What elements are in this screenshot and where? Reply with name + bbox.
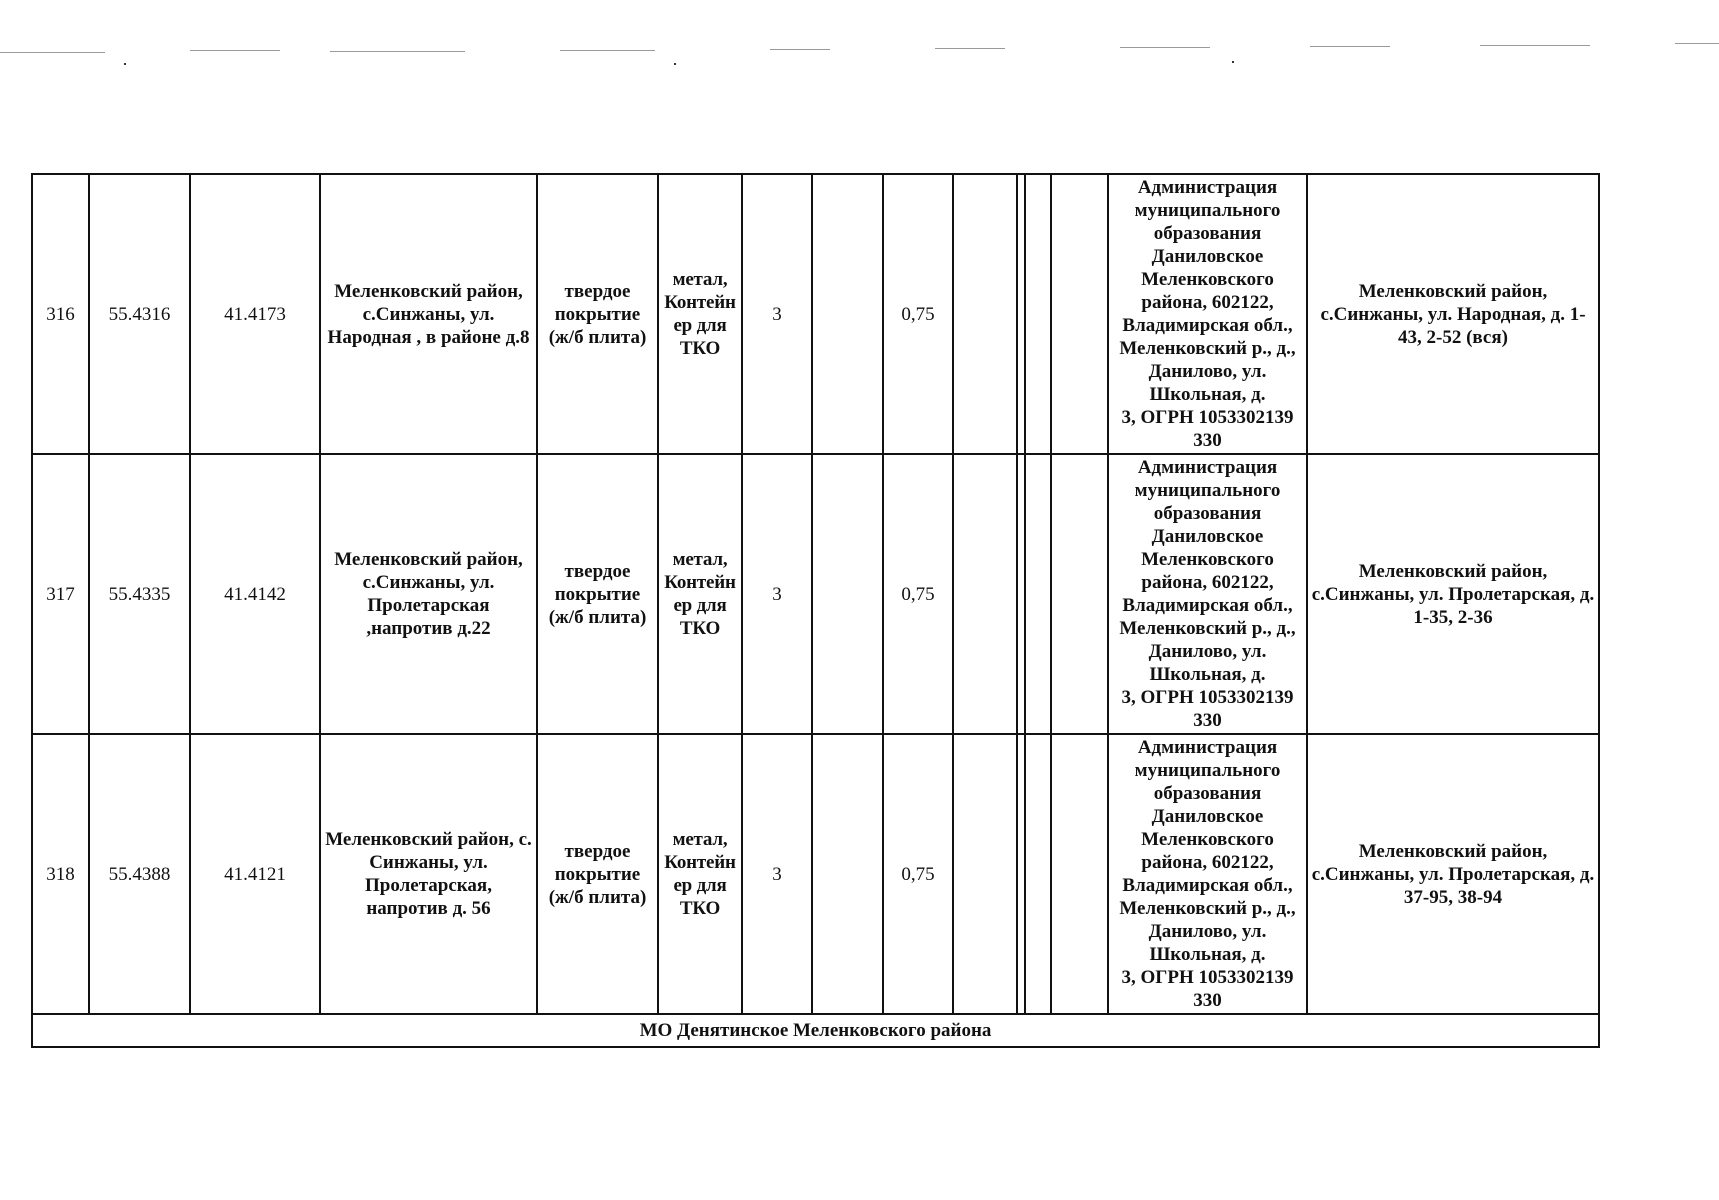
container-volume-cell: 0,75	[883, 734, 953, 1014]
empty-cell	[1025, 454, 1051, 734]
owner-line: 330	[1193, 710, 1222, 731]
empty-cell	[953, 174, 1017, 454]
empty-cell	[1051, 174, 1108, 454]
owner-cell	[1108, 454, 1307, 734]
owner-line: Меленковский р., д.,	[1119, 618, 1296, 639]
owner-line: Данилово, ул.	[1148, 641, 1267, 662]
owner-line: 3, ОГРН 1053302139	[1121, 687, 1294, 708]
owner-cell	[1108, 734, 1307, 1014]
surface-cell: твердое покрытие (ж/б плита)	[537, 454, 658, 734]
table-row	[32, 734, 1599, 1014]
empty-cell	[812, 454, 883, 734]
owner-line: Владимирская обл.,	[1122, 875, 1293, 896]
table-row	[32, 454, 1599, 734]
owner-line: 330	[1193, 990, 1222, 1011]
container-count-cell: 3	[742, 174, 812, 454]
container-count-cell: 3	[742, 454, 812, 734]
empty-cell	[1017, 734, 1025, 1014]
row-number: 316	[32, 174, 89, 454]
latitude-cell: 55.4335	[89, 454, 190, 734]
table-row	[32, 174, 1599, 454]
empty-cell	[953, 734, 1017, 1014]
container-type-cell: метал, Контейнер для ТКО	[658, 734, 742, 1014]
latitude-cell: 55.4388	[89, 734, 190, 1014]
owner-line: Данилово, ул.	[1148, 921, 1267, 942]
address-cell: Меленковский район, с. Синжаны, ул. Пролетарская, напротив д. 56	[320, 734, 537, 1014]
waste-site-registry-table	[31, 173, 1600, 1048]
container-type-cell: метал, Контейнер для ТКО	[658, 454, 742, 734]
owner-line: Владимирская обл.,	[1122, 595, 1293, 616]
empty-cell	[1025, 174, 1051, 454]
address-cell: Меленковский район, с.Синжаны, ул. Пролетарская ,напротив д.22	[320, 454, 537, 734]
owner-line: Администрация	[1137, 457, 1278, 478]
owner-line: 330	[1193, 430, 1222, 451]
owner-line: образования	[1153, 783, 1262, 804]
container-count-cell: 3	[742, 734, 812, 1014]
owner-line: 3, ОГРН 1053302139	[1121, 407, 1294, 428]
empty-cell	[812, 174, 883, 454]
owner-line: 3, ОГРН 1053302139	[1121, 967, 1294, 988]
longitude-cell: 41.4173	[190, 174, 320, 454]
surface-cell: твердое покрытие (ж/б плита)	[537, 174, 658, 454]
owner-line: Меленковский р., д.,	[1119, 338, 1296, 359]
surface-cell: твердое покрытие (ж/б плита)	[537, 734, 658, 1014]
owner-line: образования	[1153, 503, 1262, 524]
owner-line: района, 602122,	[1141, 292, 1274, 313]
registry-rows	[32, 174, 1599, 1047]
owner-line: муниципального	[1134, 480, 1281, 501]
owner-line: района, 602122,	[1141, 852, 1274, 873]
owner-line: Администрация	[1137, 737, 1278, 758]
owner-line: Школьная, д.	[1149, 384, 1266, 405]
row-number: 318	[32, 734, 89, 1014]
owner-line: Меленковский р., д.,	[1119, 898, 1296, 919]
owner-line: Даниловское	[1151, 806, 1264, 827]
owner-line: Данилово, ул.	[1148, 361, 1267, 382]
owner-line: Школьная, д.	[1149, 664, 1266, 685]
scan-artifacts	[0, 0, 1719, 80]
served-addresses-cell: Меленковский район, с.Синжаны, ул. Пролетарская, д. 1-35, 2-36	[1307, 454, 1599, 734]
longitude-cell: 41.4121	[190, 734, 320, 1014]
empty-cell	[1017, 174, 1025, 454]
owner-line: Даниловское	[1151, 246, 1264, 267]
empty-cell	[1051, 454, 1108, 734]
empty-cell	[1051, 734, 1108, 1014]
empty-cell	[953, 454, 1017, 734]
owner-line: Меленковского	[1141, 829, 1274, 850]
owner-line: муниципального	[1134, 760, 1281, 781]
owner-line: Меленковского	[1141, 269, 1274, 290]
owner-cell	[1108, 174, 1307, 454]
container-volume-cell: 0,75	[883, 454, 953, 734]
owner-line: Даниловское	[1151, 526, 1264, 547]
container-volume-cell: 0,75	[883, 174, 953, 454]
owner-line: Администрация	[1137, 177, 1278, 198]
empty-cell	[812, 734, 883, 1014]
latitude-cell: 55.4316	[89, 174, 190, 454]
empty-cell	[1025, 734, 1051, 1014]
address-cell: Меленковский район, с.Синжаны, ул. Народная , в районе д.8	[320, 174, 537, 454]
owner-line: Владимирская обл.,	[1122, 315, 1293, 336]
served-addresses-cell: Меленковский район, с.Синжаны, ул. Народная, д. 1-43, 2-52 (вся)	[1307, 174, 1599, 454]
owner-line: района, 602122,	[1141, 572, 1274, 593]
owner-line: образования	[1153, 223, 1262, 244]
empty-cell	[1017, 454, 1025, 734]
owner-line: Меленковского	[1141, 549, 1274, 570]
row-number: 317	[32, 454, 89, 734]
section-title: МО Денятинское Меленковского района	[32, 1014, 1599, 1047]
longitude-cell: 41.4142	[190, 454, 320, 734]
served-addresses-cell: Меленковский район, с.Синжаны, ул. Пролетарская, д. 37-95, 38-94	[1307, 734, 1599, 1014]
owner-line: Школьная, д.	[1149, 944, 1266, 965]
owner-line: муниципального	[1134, 200, 1281, 221]
container-type-cell: метал, Контейнер для ТКО	[658, 174, 742, 454]
section-header-row	[32, 1014, 1599, 1047]
